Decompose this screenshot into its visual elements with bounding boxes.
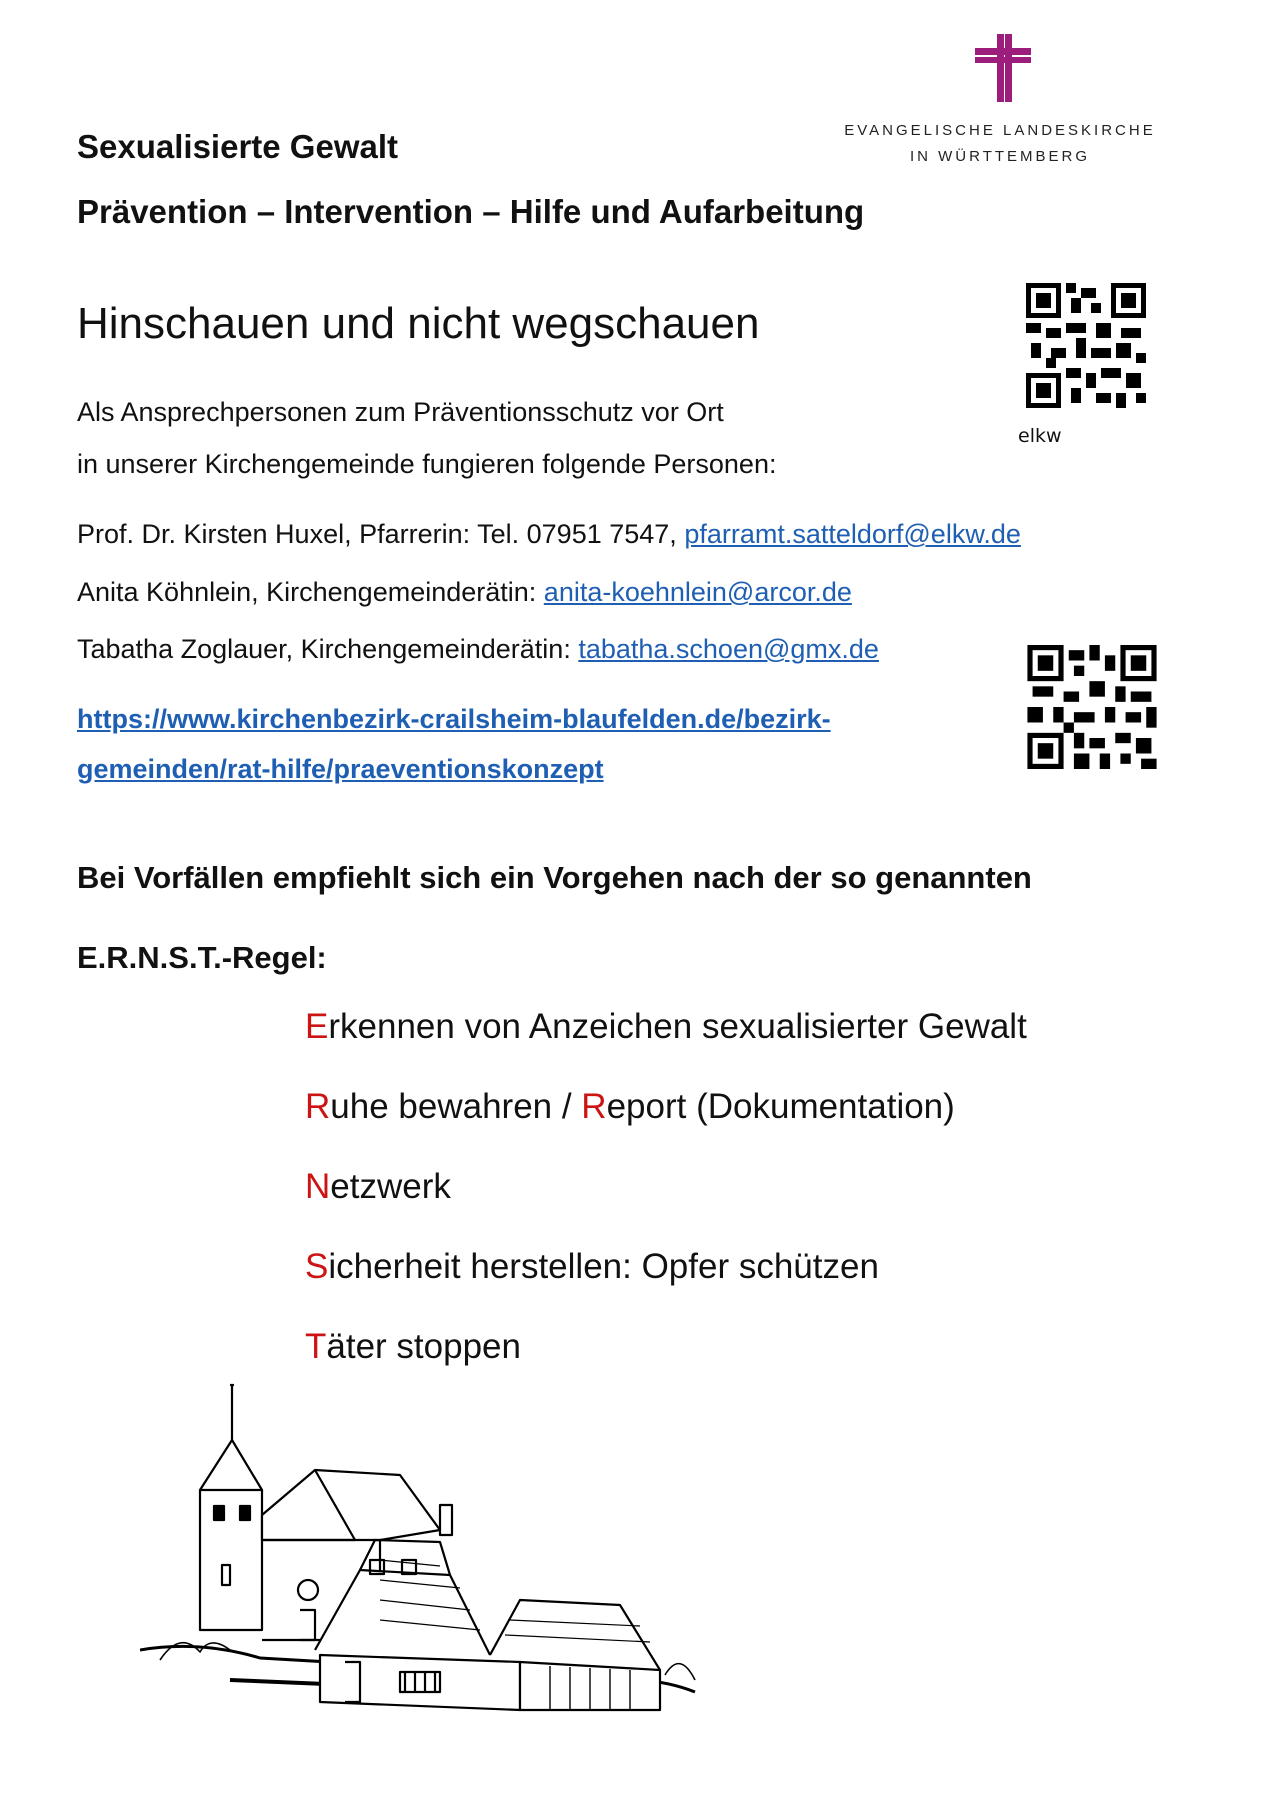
contact-2 (77, 575, 852, 609)
cross-icon (975, 34, 1031, 102)
qr-code-top[interactable] (1026, 283, 1146, 413)
contact-1-text: Prof. Dr. Kirsten Huxel, Pfarrerin: Tel. 07951 7547, (77, 519, 685, 549)
contact-2-text: Anita Köhnlein, Kirchengemeinderätin: (77, 577, 544, 607)
rule-n: Netzwerk (305, 1167, 451, 1206)
page-title: Sexualisierte Gewalt (77, 128, 398, 165)
procedure-intro: Bei Vorfällen empfiehlt sich ein Vorgehen nach der so genannten (77, 860, 1032, 895)
contact-1 (77, 517, 1021, 551)
rule-t: Täter stoppen (305, 1327, 521, 1366)
website-link[interactable] (77, 694, 831, 794)
qr-label: elkw (1018, 425, 1062, 447)
rule-r: Ruhe bewahren / Report (Dokumentation) (305, 1087, 955, 1126)
rule-e: Erkennen von Anzeichen sexualisierter Gewalt (305, 1007, 1027, 1046)
contact-1-email-link[interactable]: pfarramt.satteldorf@elkw.de (684, 519, 1021, 549)
rule-list (305, 1006, 1027, 1406)
headline: Hinschauen und nicht wegschauen (77, 299, 760, 348)
logo-line-1: EVANGELISCHE LANDESKIRCHE (844, 122, 1156, 139)
contact-2-email-link[interactable]: anita-koehnlein@arcor.de (543, 577, 852, 607)
contact-3-text: Tabatha Zoglauer, Kirchengemeinderätin: (77, 634, 579, 664)
intro-line-1: Als Ansprechpersonen zum Präventionsschutz vor Ort (77, 397, 724, 427)
qr-code-bottom[interactable] (1027, 645, 1157, 769)
website-link-line-2[interactable]: gemeinden/rat-hilfe/praeventionskonzept (77, 754, 604, 784)
website-link-line-1[interactable]: https://www.kirchenbezirk-crailsheim-blaufelden.de/bezirk- (77, 704, 831, 734)
procedure-rule-name: E.R.N.S.T.-Regel: (77, 940, 327, 975)
church-drawing (140, 1380, 700, 1720)
page-subtitle: Prävention – Intervention – Hilfe und Aufarbeitung (77, 193, 865, 230)
intro-line-2: in unserer Kirchengemeinde fungieren folgende Personen: (77, 449, 777, 479)
church-logo (830, 34, 1170, 174)
rule-s: Sicherheit herstellen: Opfer schützen (305, 1247, 879, 1286)
logo-line-2: IN WÜRTTEMBERG (909, 148, 1091, 165)
contact-3 (77, 632, 879, 666)
contact-3-email-link[interactable]: tabatha.schoen@gmx.de (578, 634, 879, 664)
